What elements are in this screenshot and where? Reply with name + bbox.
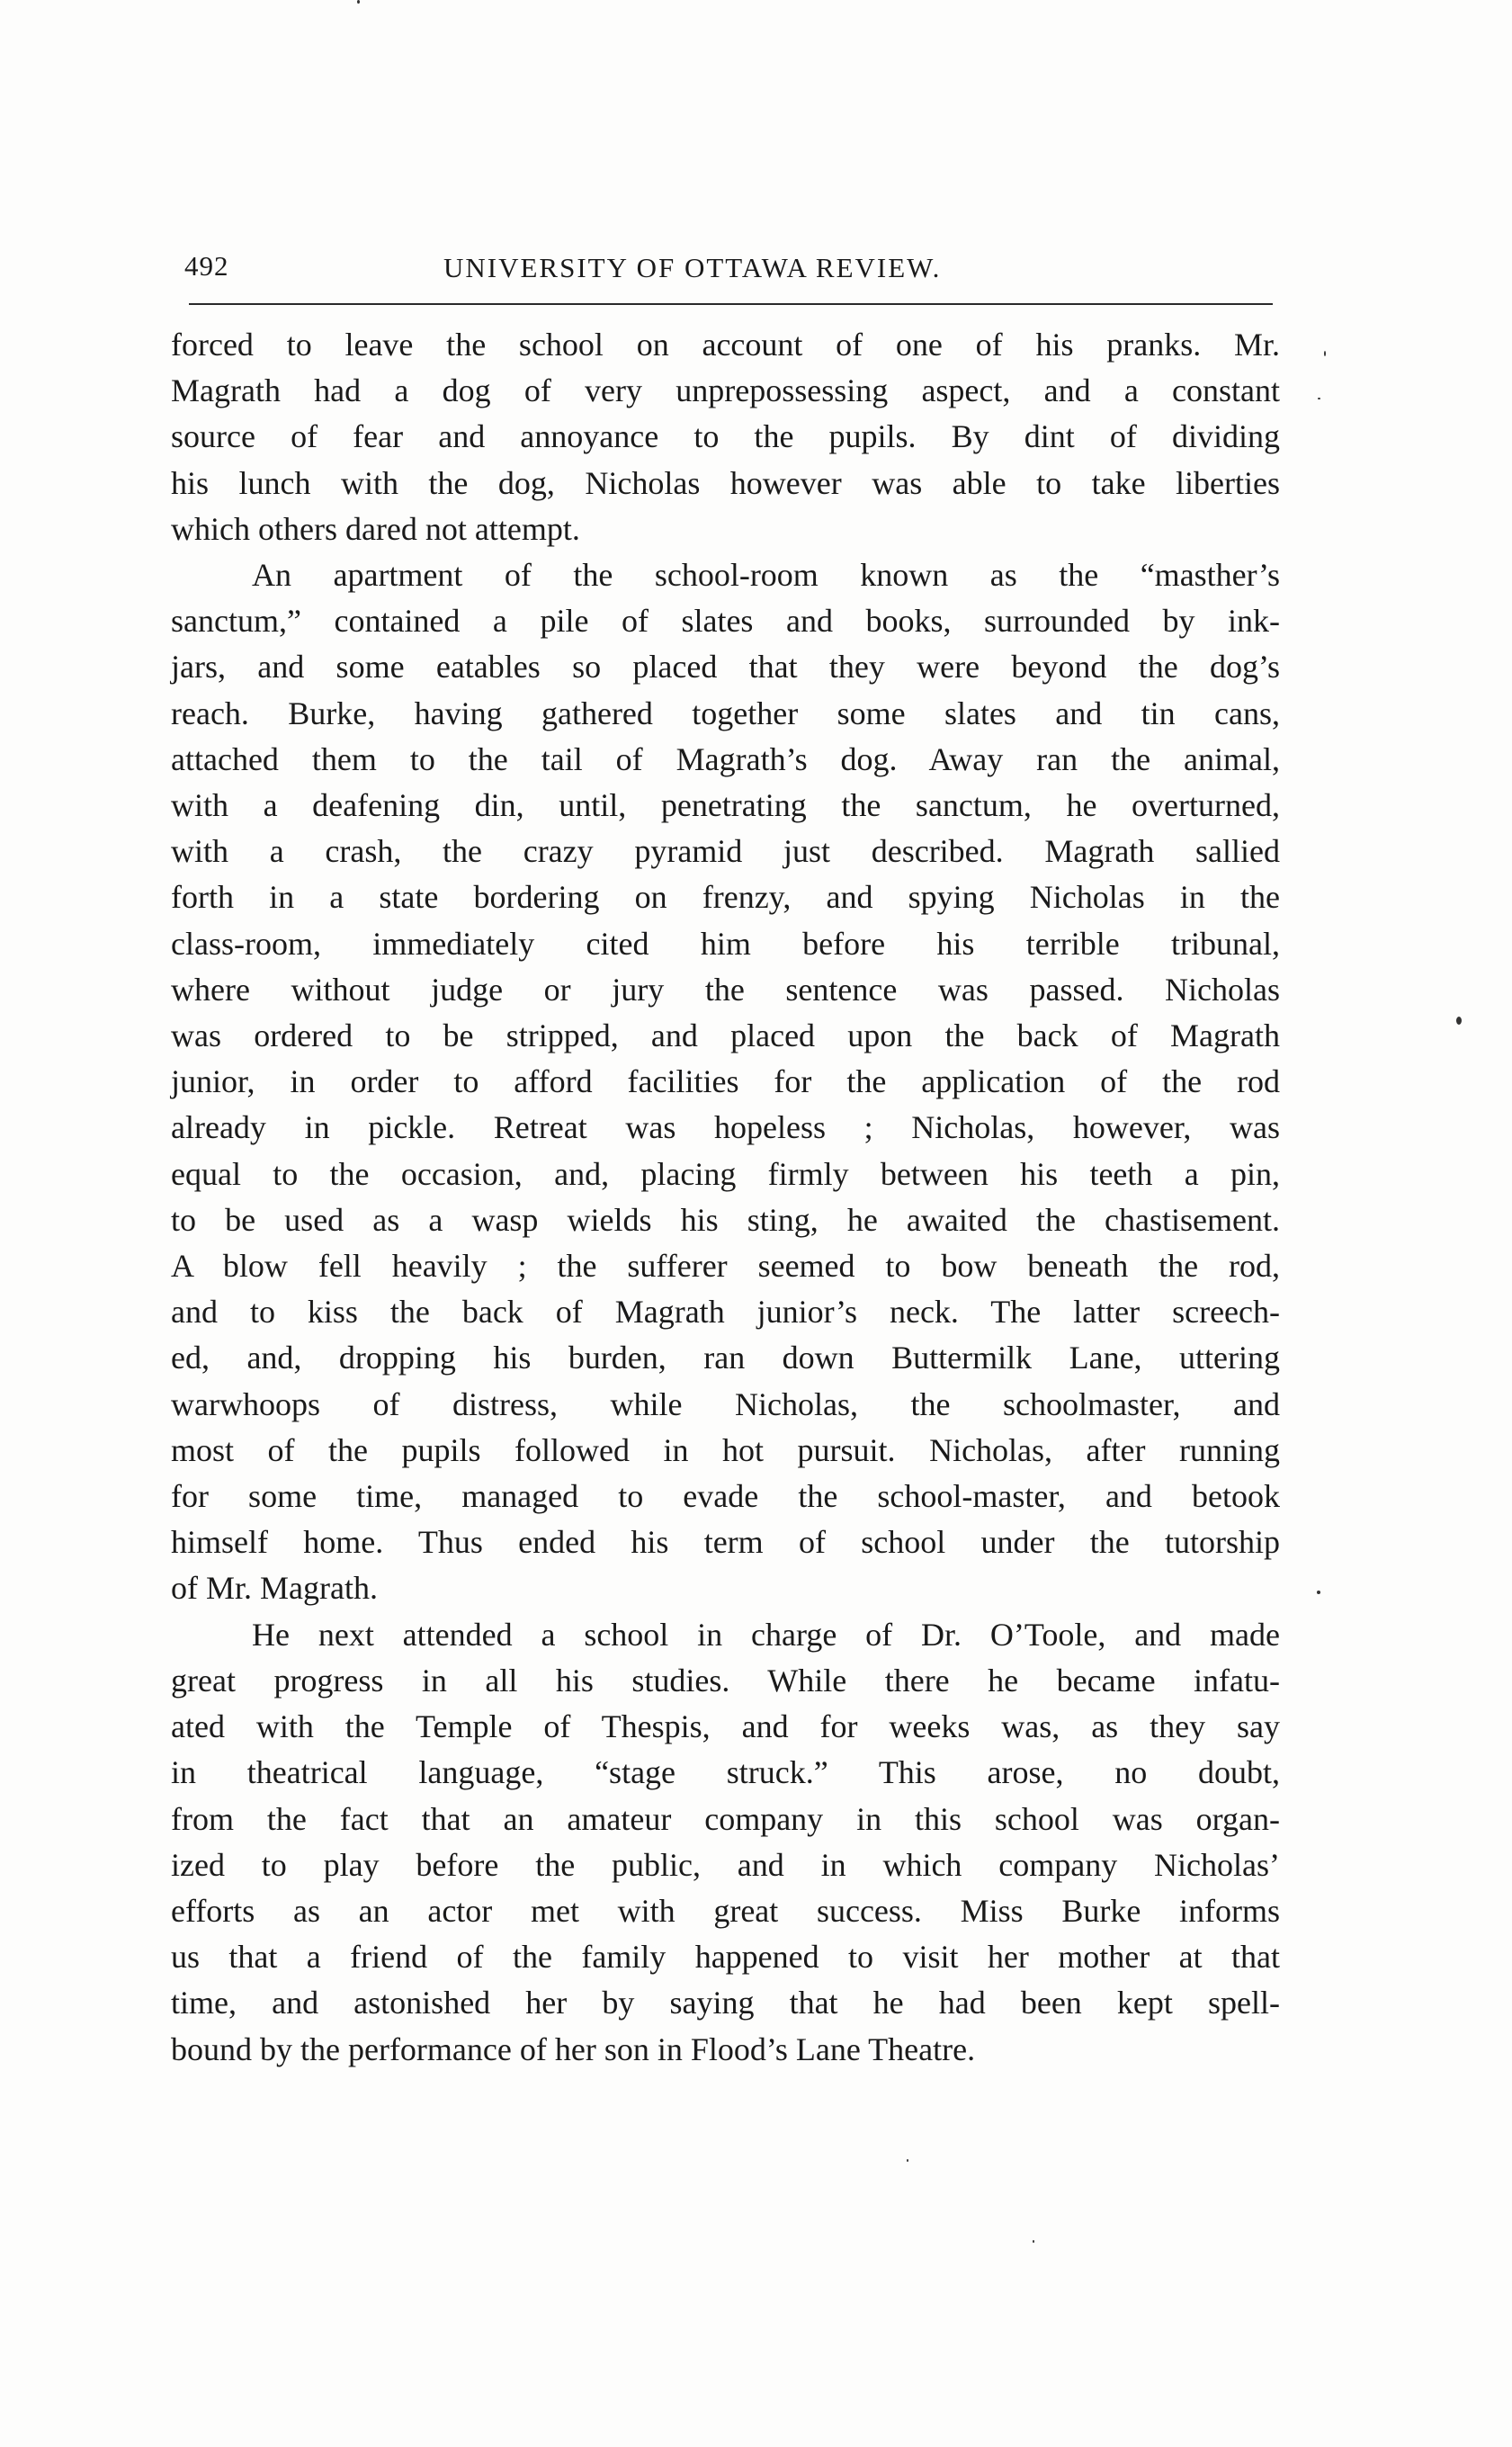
text-line: reach. Burke, having gathered together some slates and tin cans, xyxy=(171,695,1280,731)
text-line: Magrath had a dog of very unprepossessing aspect, and a constant xyxy=(171,372,1280,409)
scan-speck xyxy=(1324,351,1326,356)
scan-speck xyxy=(1317,1591,1320,1594)
text-line: to be used as a wasp wields his sting, he awaited the chastisement. xyxy=(171,1201,1280,1238)
paragraph xyxy=(171,322,1280,552)
text-line: class-room, immediately cited him before his terrible tribunal, xyxy=(171,925,1280,962)
scan-speck xyxy=(357,0,360,4)
scan-speck xyxy=(907,2159,908,2162)
text-line: junior, in order to afford facilities for the application of the rod xyxy=(171,1063,1280,1100)
journal-title: UNIVERSITY OF OTTAWA REVIEW. xyxy=(443,252,942,283)
paragraph xyxy=(171,1612,1280,2073)
text-line: us that a friend of the family happened to visit her mother at that xyxy=(171,1939,1280,1976)
text-line: efforts as an actor met with great success. Miss Burke informs xyxy=(171,1892,1280,1929)
text-line: equal to the occasion, and, placing firmly between his teeth a pin, xyxy=(171,1155,1280,1192)
text-line: with a deafening din, until, penetrating the sanctum, he overturned, xyxy=(171,787,1280,824)
scan-speck xyxy=(1318,398,1320,399)
text-line: jars, and some eatables so placed that they were beyond the dog’s xyxy=(171,649,1280,686)
text-line: sanctum,” contained a pile of slates and books, surrounded by ink- xyxy=(171,603,1280,640)
text-line: forced to leave the school on account of one of his pranks. Mr. xyxy=(171,327,1280,363)
text-line: great progress in all his studies. While there he became infatu- xyxy=(171,1662,1280,1699)
text-line: of Mr. Magrath. xyxy=(171,1570,378,1607)
text-line: himself home. Thus ended his term of school under the tutorship xyxy=(171,1524,1280,1561)
running-head xyxy=(184,250,1282,295)
page-number: 492 xyxy=(184,250,229,282)
text-line: with a crash, the crazy pyramid just described. Magrath sallied xyxy=(171,833,1280,870)
text-line: and to kiss the back of Magrath junior’s neck. The latter screech- xyxy=(171,1294,1280,1331)
text-line: He next attended a school in charge of Dr. O’Toole, and made xyxy=(252,1616,1280,1653)
paragraph xyxy=(171,552,1280,1612)
text-line: in theatrical language, “stage struck.” This arose, no doubt, xyxy=(171,1754,1280,1791)
text-line: ed, and, dropping his burden, ran down Buttermilk Lane, uttering xyxy=(171,1340,1280,1376)
text-line: for some time, managed to evade the school-master, and betook xyxy=(171,1478,1280,1515)
body-text xyxy=(171,322,1280,2073)
text-line: where without judge or jury the sentence was passed. Nicholas xyxy=(171,971,1280,1008)
scan-speck xyxy=(1456,1017,1462,1025)
text-line: A blow fell heavily ; the sufferer seemed to bow beneath the rod, xyxy=(171,1248,1280,1285)
header-rule xyxy=(189,303,1273,305)
text-line: ized to play before the public, and in which company Nicholas’ xyxy=(171,1846,1280,1883)
text-line: his lunch with the dog, Nicholas however was able to take liberties xyxy=(171,464,1280,501)
text-line: time, and astonished her by saying that he had been kept spell- xyxy=(171,1985,1280,2021)
text-line: bound by the performance of her son in Flood’s Lane Theatre. xyxy=(171,2030,976,2067)
text-line: already in pickle. Retreat was hopeless ; Nicholas, however, was xyxy=(171,1109,1280,1146)
text-line: from the fact that an amateur company in this school was organ- xyxy=(171,1800,1280,1837)
text-line: source of fear and annoyance to the pupils. By dint of dividing xyxy=(171,418,1280,455)
text-line: An apartment of the school-room known as the “masther’s xyxy=(252,557,1280,594)
text-line: attached them to the tail of Magrath’s dog. Away ran the animal, xyxy=(171,740,1280,777)
text-line: forth in a state bordering on frenzy, and spying Nicholas in the xyxy=(171,879,1280,916)
text-line: which others dared not attempt. xyxy=(171,510,580,547)
text-line: ated with the Temple of Thespis, and for weeks was, as they say xyxy=(171,1708,1280,1745)
text-line: most of the pupils followed in hot pursuit. Nicholas, after running xyxy=(171,1431,1280,1468)
text-line: was ordered to be stripped, and placed upon the back of Magrath xyxy=(171,1017,1280,1054)
text-line: warwhoops of distress, while Nicholas, the schoolmaster, and xyxy=(171,1385,1280,1422)
scan-speck xyxy=(1033,2240,1034,2243)
